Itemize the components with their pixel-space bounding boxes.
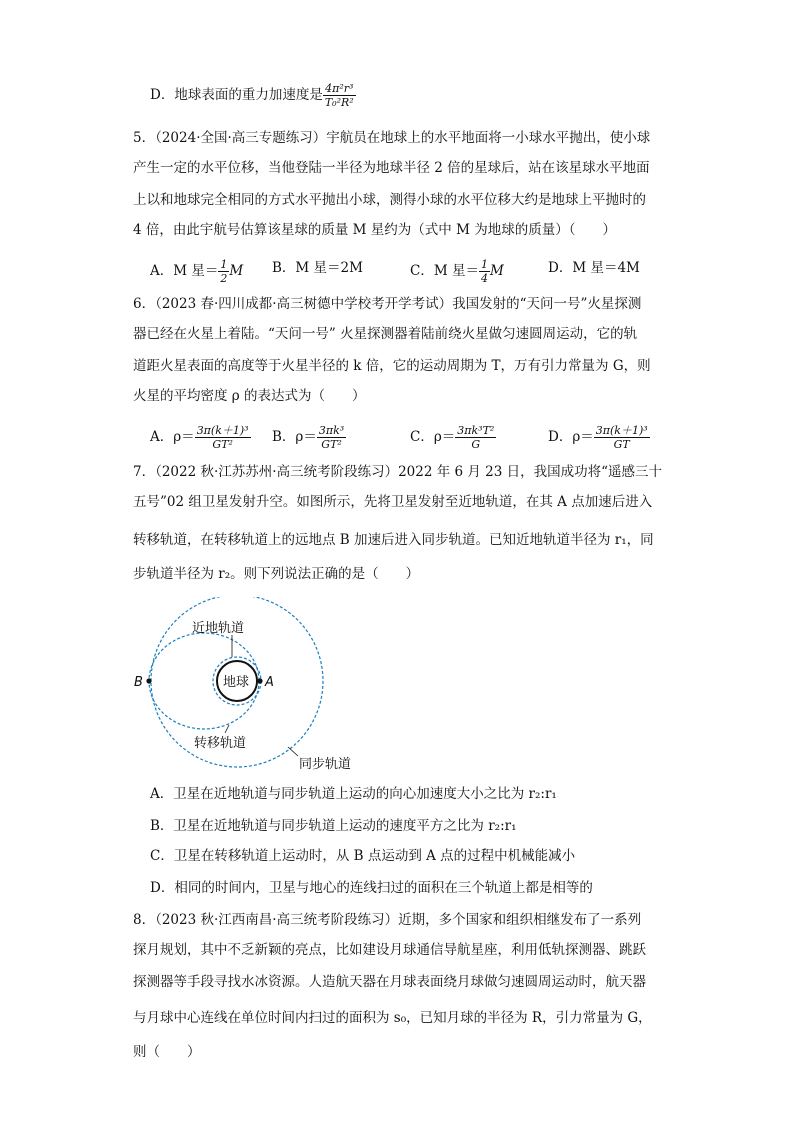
transfer-orbit-label: 转移轨道 (194, 736, 247, 751)
fraction-denominator: G (471, 438, 481, 451)
prev-option-d-label: D．地球表面的重力加速度是 (150, 87, 323, 103)
q7-line-1: 7．（2022 秋·江苏苏州·高三统考阶段练习）2022 年 6 月 23 日，我国成功将“遥感三十 (133, 464, 663, 480)
fraction-denominator: T₀²R² (324, 96, 354, 109)
option-prefix: C．ρ＝ (410, 429, 456, 445)
option-prefix: C．M 星＝ (410, 263, 479, 279)
q6-line-1: 6．（2023 春·四川成都·高三树德中学校考开学考试）我国发射的“天问一号”火星探测 (133, 296, 642, 312)
q5-line-1: 5．（2024·全国·高三专题练习）宇航员在地球上的水平地面将一小球水平抛出，使小球 (133, 130, 651, 146)
option-fraction (195, 424, 251, 451)
point-b-label: B (134, 675, 143, 690)
q7-option-a: A．卫星在近地轨道与同步轨道上运动的向心加速度大小之比为 r₂:r₁ (150, 786, 557, 802)
option-fraction (479, 258, 490, 285)
option-fraction (218, 258, 229, 285)
sync-orbit-leader (288, 747, 298, 756)
q5-line-2: 产生一定的水平位移，当他登陆一半径为地球半径 2 倍的星球后，站在该星球水平地面 (133, 160, 650, 176)
q6-option-c (410, 424, 496, 451)
q7-option-d: D．相同的时间内，卫星与地心的连线扫过的面积在三个轨道上都是相等的 (150, 880, 593, 896)
earth-label: 地球 (223, 675, 250, 690)
point-a-dot (257, 678, 262, 683)
fraction-denominator: 2 (220, 272, 228, 285)
option-prefix: A．M 星＝ (150, 263, 219, 279)
q7-option-b: B．卫星在近地轨道与同步轨道上运动的速度平方之比为 r₂:r₁ (150, 818, 517, 834)
fraction-denominator: GT (613, 438, 630, 451)
q7-line-4: 步轨道半径为 r₂。则下列说法正确的是（ ） (133, 566, 420, 582)
q5-option-d: D．M 星＝4M (548, 260, 640, 276)
prev-option-d-fraction (323, 82, 356, 109)
q8-line-1: 8．（2023 秋·江西南昌·高三统考阶段练习）近期，多个国家和组织相继发布了一系列 (133, 912, 642, 928)
q6-line-3: 道距火星表面的高度等于火星半径的 k 倍，它的运动周期为 T，万有引力常量为 G，则 (133, 358, 651, 374)
fraction-numerator: 1 (480, 258, 488, 271)
q6-option-d (548, 424, 650, 451)
fraction-numerator: 3π(k＋1)³ (196, 424, 249, 437)
q7-line-2: 五号”02 组卫星发射升空。如图所示，先将卫星发射至近地轨道，在其 A 点加速后进入 (133, 494, 653, 510)
option-suffix: M (489, 263, 504, 279)
option-fraction (455, 424, 496, 451)
q8-line-3: 探测器等手段寻找水冰资源。人造航天器在月球表面绕月球做匀速圆周运动时，航天器 (133, 974, 646, 990)
prev-option-d (150, 82, 356, 109)
fraction-numerator: 3π(k＋1)³ (595, 424, 648, 437)
fraction-numerator: 1 (220, 258, 228, 271)
q6-line-2: 器已经在火星上着陆。“天问一号” 火星探测器着陆前绕火星做匀速圆周运动，它的轨 (133, 326, 638, 342)
fraction-denominator: 4 (480, 272, 488, 285)
q5-line-3: 上以和地球完全相同的方式水平抛出小球，测得小球的水平位移大约是地球上平抛时的 (133, 192, 646, 208)
option-fraction (317, 424, 346, 451)
fraction-numerator: 3πk³T² (457, 424, 495, 437)
option-prefix: D．ρ＝ (548, 429, 594, 445)
q8-line-2: 探月规划，其中不乏新颖的亮点，比如建设月球通信导航星座，利用低轨探测器、跳跃 (133, 942, 646, 958)
sync-orbit-label: 同步轨道 (299, 757, 352, 772)
q8-line-4: 与月球中心连线在单位时间内扫过的面积为 s₀，已知月球的半径为 R，引力常量为 G， (133, 1010, 652, 1026)
option-prefix: B．ρ＝ (272, 429, 317, 445)
q7-line-3: 转移轨道，在转移轨道上的远地点 B 加速后进入同步轨道。已知近地轨道半径为 r₁，同 (133, 532, 654, 548)
transfer-orbit-leader (225, 725, 229, 733)
q6-option-a (150, 424, 251, 451)
q6-option-b (272, 424, 346, 451)
fraction-denominator: GT² (212, 438, 233, 451)
q8-line-5: 则（ ） (133, 1044, 201, 1060)
option-prefix: A．ρ＝ (150, 429, 195, 445)
orbit-diagram (128, 597, 388, 777)
near-orbit-label: 近地轨道 (192, 621, 245, 636)
q5-option-a (150, 258, 243, 285)
q5-option-c (410, 258, 504, 285)
fraction-numerator: 3πk³ (318, 424, 345, 437)
q5-line-4: 4 倍，由此宇航号估算该星球的质量 M 星约为（式中 M 为地球的质量）（ ） (133, 222, 616, 238)
option-suffix: M (229, 263, 244, 279)
fraction-denominator: GT² (321, 438, 342, 451)
point-b-dot (146, 678, 151, 683)
q5-option-b: B．M 星＝2M (272, 260, 363, 276)
point-a-label: A (265, 675, 274, 690)
option-fraction (594, 424, 650, 451)
fraction-numerator: 4π²r³ (323, 82, 356, 96)
q7-option-c: C．卫星在转移轨道上运动时，从 B 点运动到 A 点的过程中机械能减小 (150, 848, 576, 864)
q6-line-4: 火星的平均密度 ρ 的表达式为（ ） (133, 388, 366, 404)
